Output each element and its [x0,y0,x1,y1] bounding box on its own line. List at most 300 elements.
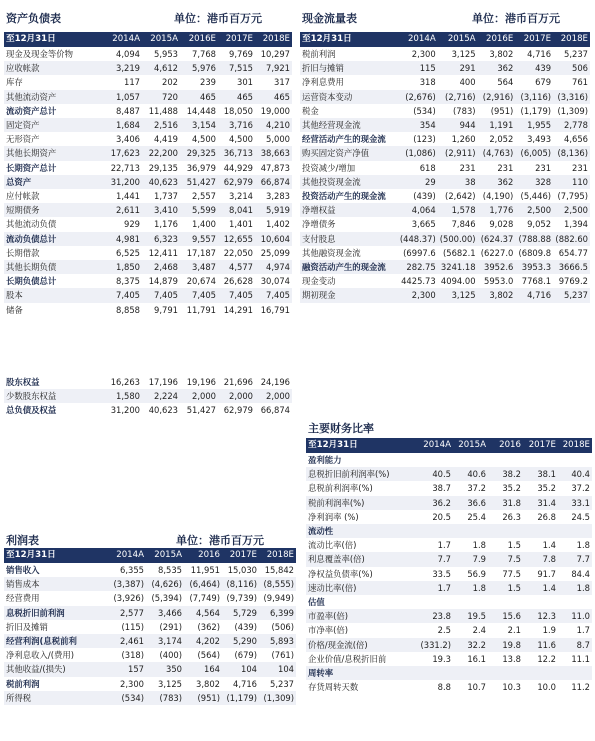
row-value: (8,555) [259,577,296,591]
row-value: 51,427 [180,403,218,417]
row-label: 估值 [306,595,418,609]
row-value: 10.3 [488,680,523,694]
row-value [523,524,558,538]
row-value: (3,116) [515,90,553,104]
row-value: 20,674 [180,274,218,288]
row-label: 销售成本 [4,577,108,591]
table-row [306,467,592,481]
row-value: 20.5 [418,510,453,524]
row-value: 37.2 [453,481,488,495]
row-value: 38.2 [488,467,523,481]
header-year-cell: 2014A [108,548,146,563]
row-value: 7,846 [438,217,478,231]
row-value: 8,858 [104,303,142,317]
row-label: 经营活动产生的现金流 [300,132,398,146]
table-row [300,288,590,302]
row-value: 11.1 [558,652,592,666]
row-value: 44,929 [218,161,255,175]
row-value: 36,979 [180,161,218,175]
row-value: 3,493 [515,132,553,146]
row-value: 8,535 [146,563,184,577]
table-row [4,662,296,676]
row-value [488,524,523,538]
row-value: 10,297 [255,47,292,61]
row-value: 2.4 [453,623,488,637]
row-value: 3,283 [255,189,292,203]
row-value: 506 [553,61,590,75]
row-value: (400) [146,648,184,662]
row-value: 2,000 [180,389,218,403]
row-value: 3,802 [478,47,516,61]
row-label: 其他融资现金流 [300,246,398,260]
row-value: (783) [146,691,184,705]
row-label: 净增权益 [300,203,398,217]
row-value: 654.77 [553,246,590,260]
header-year-cell: 2018E [553,32,590,47]
row-value: 4,716 [515,288,553,302]
row-value: 1.5 [488,581,523,595]
row-value: (500.00) [438,232,478,246]
row-value: 104 [222,662,259,676]
row-value: 7,405 [218,288,255,302]
row-label: 无形资产 [4,132,104,146]
row-value: 26,628 [218,274,255,288]
row-value: 22,200 [142,146,180,160]
row-value: 7.9 [453,552,488,566]
row-value: 31.4 [523,496,558,510]
row-value: 354 [398,118,438,132]
row-value: 1,400 [180,217,218,231]
row-value: 115 [398,61,438,75]
row-value: 77.5 [488,567,523,581]
table-row [300,217,590,231]
row-value: 5,893 [259,634,296,648]
row-value: 51,427 [180,175,218,189]
row-value: 33.1 [558,496,592,510]
row-value: 7,405 [180,288,218,302]
table-row [4,175,292,189]
row-label: 价格/现金流(倍) [306,638,418,652]
row-value: 24.5 [558,510,592,524]
row-value: 12.2 [523,652,558,666]
row-value: 40,623 [142,403,180,417]
row-value: 7,405 [255,288,292,302]
row-value: 22,713 [104,161,142,175]
cash-flow-table [300,32,590,303]
row-label: 其他长期负债 [4,260,104,274]
row-value: 2,300 [398,288,438,302]
row-value: 31.8 [488,496,523,510]
row-value: 11,791 [180,303,218,317]
table-row [4,146,292,160]
row-label: 税前利润率(%) [306,496,418,510]
row-value: 33.5 [418,567,453,581]
row-label: 折旧及摊销 [4,620,108,634]
row-value: (3,926) [108,591,146,605]
row-value: 282.75 [398,260,438,274]
row-label: 税前利润 [300,47,398,61]
row-value: 1.7 [558,623,592,637]
row-value: 19,196 [180,375,218,389]
row-value: 5,290 [222,634,259,648]
row-value [418,595,453,609]
row-label: 净权益负债率(%) [306,567,418,581]
table-row [306,453,592,467]
row-value: 1,776 [478,203,516,217]
row-value: 15,842 [259,563,296,577]
row-value: (679) [222,648,259,662]
row-value: 1,057 [104,90,142,104]
row-value: 32.2 [453,638,488,652]
row-value: 36.6 [453,496,488,510]
row-value: 10,604 [255,232,292,246]
row-value: 761 [553,75,590,89]
row-label: 净利息收入/(费用) [4,648,108,662]
row-value: (2,676) [398,90,438,104]
row-value [453,524,488,538]
row-label: 支付股息 [300,232,398,246]
table-row [4,75,292,89]
row-value: 36,713 [218,146,255,160]
row-value: (5682.1 [438,246,478,260]
income-table [4,548,296,705]
table-row [306,481,592,495]
row-value: 17,187 [180,246,218,260]
row-value: (448.37) [398,232,438,246]
row-value [453,453,488,467]
row-value: 117 [104,75,142,89]
table-row [4,118,292,132]
row-value: 2,000 [218,389,255,403]
row-value: 4,981 [104,232,142,246]
row-value: 1,578 [438,203,478,217]
equity-table [4,375,292,418]
row-value: 3,174 [146,634,184,648]
table-row [4,389,292,403]
row-value: 439 [515,61,553,75]
row-value: (2,916) [478,90,516,104]
row-value [558,666,592,680]
row-value: 8.8 [418,680,453,694]
row-value: 618 [398,161,438,175]
row-value: 1,260 [438,132,478,146]
row-value: 5,976 [180,61,218,75]
row-value: 6,323 [142,232,180,246]
row-value: 29 [398,175,438,189]
row-value: 2.1 [488,623,523,637]
row-value: 5,000 [255,132,292,146]
header-year-cell: 2018E [259,548,296,563]
header-year-cell: 2017E [523,438,558,453]
row-value: 4,577 [218,260,255,274]
row-value: 362 [478,61,516,75]
table-row [300,146,590,160]
row-value: 31,200 [104,175,142,189]
row-value: 2,500 [553,203,590,217]
row-value: (1,179) [222,691,259,705]
table-row [4,288,292,302]
table-header-row [306,438,592,453]
row-label: 其他流动负债 [4,217,104,231]
row-value: 2,557 [180,189,218,203]
table-row [4,217,292,231]
row-value: 8,041 [218,203,255,217]
row-label: 流动资产总计 [4,104,104,118]
row-value [523,666,558,680]
balance-sheet-panel [4,8,292,348]
ratios-title: 主要财务比率 [308,422,374,435]
table-row [300,90,590,104]
table-row [306,510,592,524]
row-value: 1,737 [142,189,180,203]
row-label: 固定资产 [4,118,104,132]
row-value: 16,263 [104,375,142,389]
row-value: 66,874 [255,403,292,417]
row-value: (2,642) [438,189,478,203]
table-row [306,638,592,652]
row-value: 62,979 [218,175,255,189]
row-value: (9,949) [259,591,296,605]
row-value: 9,028 [478,217,516,231]
table-header-row [4,32,292,47]
row-label: 周转率 [306,666,418,680]
row-label: 销售收入 [4,563,108,577]
row-value: (6,005) [515,146,553,160]
row-label: 应收帐款 [4,61,104,75]
row-label: 税前利润 [4,677,108,691]
row-value [523,595,558,609]
row-label: 投资减少/增加 [300,161,398,175]
row-value: 38,663 [255,146,292,160]
table-row [306,496,592,510]
row-value: 328 [515,175,553,189]
row-value: 40.5 [418,467,453,481]
row-value: 929 [104,217,142,231]
row-value: 35.2 [523,481,558,495]
table-row [306,609,592,623]
row-value: 4,564 [184,606,222,620]
row-label: 盈利能力 [306,453,418,467]
row-label: 购买固定资产净值 [300,146,398,160]
row-label: 利息覆盖率(倍) [306,552,418,566]
row-value: 11,951 [184,563,222,577]
row-value: 29,135 [142,161,180,175]
row-value [558,524,592,538]
row-label: 折旧与摊销 [300,61,398,75]
row-value: 8.7 [558,638,592,652]
table-header-row [300,32,590,47]
row-value: 11.0 [558,609,592,623]
row-label: 经营利润(息税前利 [4,634,108,648]
balance-sheet-title: 资产负债表 [6,12,61,25]
header-label-cell: 至12月31日 [300,32,398,47]
row-value: (4,763) [478,146,516,160]
income-unit: 单位：港币百万元 [176,534,264,547]
row-value: 10.0 [523,680,558,694]
header-year-cell: 2018E [558,438,592,453]
ratios-panel [306,418,592,740]
header-year-cell: 2014A [104,32,142,47]
row-value: 157 [108,662,146,676]
row-value: 38.7 [418,481,453,495]
row-value: 3,125 [438,47,478,61]
row-value: 6,525 [104,246,142,260]
row-value: 4,716 [515,47,553,61]
table-row [4,104,292,118]
row-label: 经营费用 [4,591,108,605]
row-value: 3,214 [218,189,255,203]
header-year-cell: 2016 [184,548,222,563]
row-value: (7,795) [553,189,590,203]
row-value: 5,237 [553,288,590,302]
row-value: 3,410 [142,203,180,217]
row-value: 720 [142,90,180,104]
table-row [300,274,590,288]
row-label: 其他流动资产 [4,90,104,104]
row-label: 融资活动产生的现金流 [300,260,398,274]
row-value: 4,612 [142,61,180,75]
row-label: 存货周转天数 [306,680,418,694]
row-value [523,453,558,467]
row-value: 1,955 [515,118,553,132]
row-label: 运营资本变动 [300,90,398,104]
row-value: 239 [180,75,218,89]
row-value: 3,802 [184,677,222,691]
row-value: 31,200 [104,403,142,417]
row-value: 2,300 [108,677,146,691]
row-value: 91.7 [523,567,558,581]
row-value: 9,769 [218,47,255,61]
row-value [453,595,488,609]
row-value: 3953.3 [515,260,553,274]
row-value: 9,791 [142,303,180,317]
row-value: 15.6 [488,609,523,623]
table-row [306,538,592,552]
row-value: 1,176 [142,217,180,231]
row-value: 4,419 [142,132,180,146]
row-value: 2,577 [108,606,146,620]
row-label: 总负债及权益 [4,403,104,417]
table-row [4,189,292,203]
table-row [306,666,592,680]
row-value: 1.8 [453,538,488,552]
row-label: 现金及现金等价物 [4,47,104,61]
row-value: 4,656 [553,132,590,146]
header-label-cell: 至12月31日 [4,32,104,47]
row-value: 4,716 [222,677,259,691]
row-value: 1.4 [523,581,558,595]
table-row [4,591,296,605]
row-label: 期初现金 [300,288,398,302]
row-value: 231 [515,161,553,175]
row-value [488,453,523,467]
row-value: 47,873 [255,161,292,175]
table-row [300,132,590,146]
header-label-cell: 至12月31日 [306,438,418,453]
row-value: 30,074 [255,274,292,288]
row-value: (783) [438,104,478,118]
row-value: 25,099 [255,246,292,260]
row-value: (115) [108,620,146,634]
balance-sheet-table [4,32,292,317]
row-value: 3,406 [104,132,142,146]
row-label: 股东权益 [4,375,104,389]
row-label: 流动性 [306,524,418,538]
row-value: 10.7 [453,680,488,694]
row-value: (788.88 [515,232,553,246]
row-value: 2,516 [142,118,180,132]
row-value: (6809.8 [515,246,553,260]
row-value: 465 [180,90,218,104]
header-year-cell: 2016 [488,438,523,453]
row-value: 2,778 [553,118,590,132]
row-value: 5,237 [259,677,296,691]
row-value: 465 [218,90,255,104]
row-value: (318) [108,648,146,662]
row-value: 3,665 [398,217,438,231]
row-value: (8,136) [553,146,590,160]
row-value: 7,921 [255,61,292,75]
row-value: 362 [478,175,516,189]
row-value: 9,052 [515,217,553,231]
row-value: (6997.6 [398,246,438,260]
row-label: 其他长期资产 [4,146,104,160]
row-value: 40.4 [558,467,592,481]
row-value: 23.8 [418,609,453,623]
row-value: 19.5 [453,609,488,623]
row-value: (6227.0 [478,246,516,260]
row-value: 2,052 [478,132,516,146]
row-value: 231 [553,161,590,175]
table-row [306,595,592,609]
row-value: 19.8 [488,638,523,652]
table-row [4,260,292,274]
table-row [300,47,590,61]
row-value: (1,309) [553,104,590,118]
row-value: (3,387) [108,577,146,591]
header-year-cell: 2017E [515,32,553,47]
row-value: 2,468 [142,260,180,274]
equity-panel [4,375,292,423]
row-value: 5953.0 [478,274,516,288]
row-value: (951) [478,104,516,118]
row-value: 1.5 [488,538,523,552]
table-row [4,303,292,317]
table-row [4,691,296,705]
row-label: 投资活动产生的现金流 [300,189,398,203]
row-label: 所得税 [4,691,108,705]
row-value: 2,461 [108,634,146,648]
row-value: 5,729 [222,606,259,620]
row-value: 1.7 [418,581,453,595]
row-label: 净利息费用 [300,75,398,89]
row-label: 长期资产总计 [4,161,104,175]
row-value: 5,599 [180,203,218,217]
row-value: (624.37 [478,232,516,246]
row-value: 26.8 [523,510,558,524]
row-value: 4425.73 [398,274,438,288]
row-value: 7.5 [488,552,523,566]
row-value: 62,979 [218,403,255,417]
income-panel [4,530,296,740]
row-value: (1,179) [515,104,553,118]
row-value: (6,464) [184,577,222,591]
row-value: 1,401 [218,217,255,231]
row-value: (534) [108,691,146,705]
table-row [4,620,296,634]
row-label: 库存 [4,75,104,89]
row-value: (2,716) [438,90,478,104]
